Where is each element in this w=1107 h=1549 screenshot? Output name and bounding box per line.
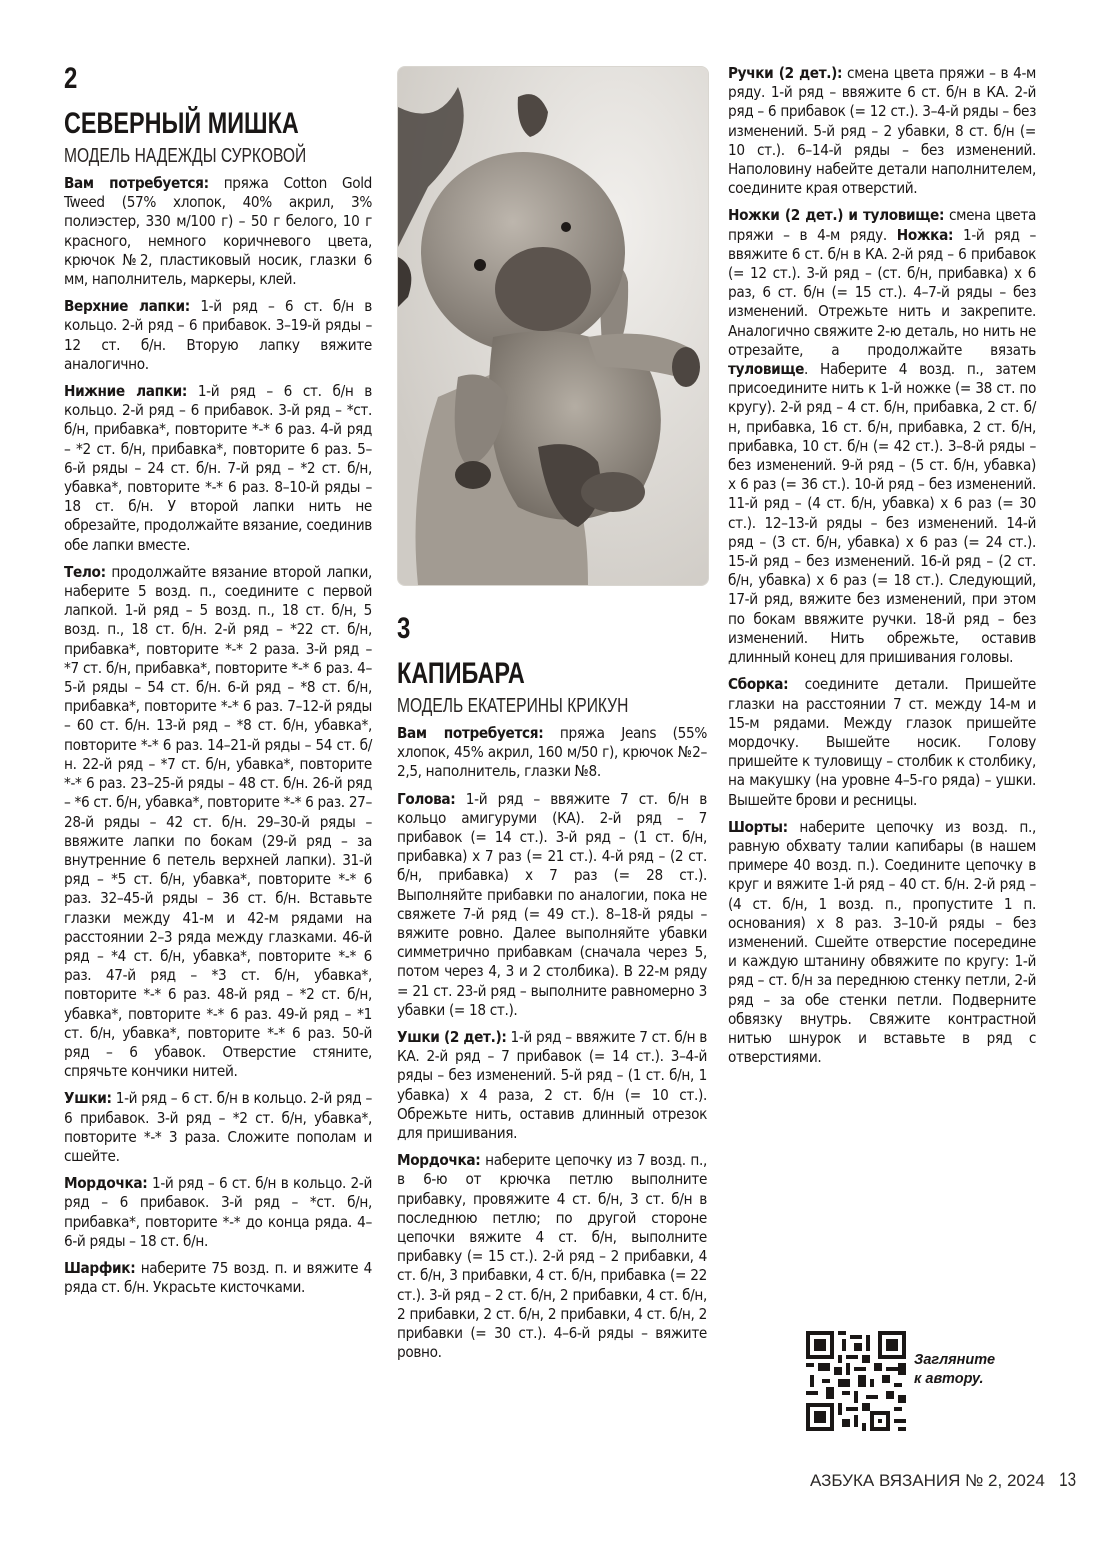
arms-paragraph: Ручки (2 дет.): смена цвета пряжи – в 4-м ряду. 1-й ряд – ввяжите 6 ст. б/н в КА. 2-й ряд – 6 прибавок (= 12 ст.). 3–4-й ряды – без изменений. 5-й ряд – 2 убавки, 8 ст. б/н (= 10 ст.). 6–14-й ряды – без изменений. Наполовину набейте детали наполнителем, соедините края отверстий. <box>728 64 1036 198</box>
upper-paws-paragraph: Верхние лапки: 1-й ряд – 6 ст. б/н в кольцо. 2-й ряд – 6 прибавок. 3–19-й ряды – 12 ст. б/н. Вторую лапку вяжите аналогично. <box>64 297 372 373</box>
legs-body-paragraph: Ножки (2 дет.) и туловище: смена цвета пряжи – в 4-м ряду. Ножка: 1-й ряд – ввяжите 6 ст. б/н в КА. 2-й ряд – 6 прибавок (= 12 ст.). 3-й ряд – (ст. б/н, прибавка) х 6 раз, 6 ст. б/н (= 15 ст.). 4–7-й ряды – без изменений. Отрежьте нить и закрепите. Аналогично свяжите 2-ю деталь, но нить не отрезайте, а продолжайте вязать туловище. Наберите 4 возд. п., затем присоедините нить к 1-й ножке (= 38 ст. по кругу). 2-й ряд – 4 ст. б/н, прибавка, 2 ст. б/н, прибавка, 16 ст. б/н, прибавка, 2 ст. б/н, прибавка, 10 ст. б/н (= 42 ст.). 3–8-й ряды – без изменений. 9-й ряд – (5 ст. б/н, убавка) х 6 раз (= 36 ст.). 10-й ряд – без изменений. 11-й ряд – (4 ст. б/н, убавка) х 6 раз (= 30 ст.). 12–13-й ряды – без изменений. 14-й ряд – (3 ст. б/н, убавка) х 6 раз (= 24 ст.). 15-й ряд – без изменений. 16-й ряд – (2 ст. б/н, убавка) х 6 раз (= 18 ст.). Следующий, 17-й ряд, вяжите без изменений, при этом по бокам ввяжите ручки. 18-й ряд – без изменений. Нить обрежьте, оставив длинный конец для пришивания головы. <box>728 206 1036 667</box>
pattern-3-column <box>397 612 707 1371</box>
pattern-author: МОДЕЛЬ ЕКАТЕРИНЫ КРИКУН <box>397 695 629 717</box>
author-qr-block[interactable] <box>806 1331 995 1431</box>
ears-paragraph: Ушки: 1-й ряд – 6 ст. б/н в кольцо. 2-й ряд – 6 прибавок. 3-й ряд – *2 ст. б/н, убавка*, повторите *-* 3 раза. Сложите пополам и сшейте. <box>64 1089 372 1165</box>
pattern-number: 3 <box>397 612 411 645</box>
head-paragraph: Голова: 1-й ряд – ввяжите 7 ст. б/н в кольцо амигуруми (КА). 2-й ряд – 7 прибавок (= 14 ст.). 3-й ряд – (1 ст. б/н, прибавка) х 7 раз (= 21 ст.). 4-й ряд – (2 ст. б/н, прибавка) х 7 раз (= 28 ст.). Выполняйте прибавки по аналогии, пока не свяжете 7-й ряд (= 49 ст.). 8–18-й ряды – вяжите ровно. Далее выполняйте убавки симметрично прибавкам (сначала через 5, потом через 4, 3 и 2 столбика). В 22-м ряду = 21 ст. 23-й ряд – выполните равномерно 3 убавки (= 18 ст.). <box>397 789 707 1019</box>
materials-paragraph: Вам потребуется: пряжа Jeans (55% хлопок, 45% акрил, 160 м/50 г), крючок №2–2,5, наполнитель, глазки №8. <box>397 724 707 781</box>
magazine-issue: АЗБУКА ВЯЗАНИЯ № 2, 2024 <box>810 1471 1045 1490</box>
qr-code-icon[interactable] <box>806 1331 906 1431</box>
qr-caption: Загляните к автору. <box>914 1352 996 1387</box>
pattern-number: 2 <box>64 62 78 95</box>
shorts-paragraph: Шорты: наберите цепочку из возд. п., равную обхвату талии капибары (в нашем примере 40 возд. п.). Соедините цепочку в круг и вяжите 1-й ряд – 40 ст. б/н. 2-й ряд – (4 ст. б/н, 1 возд. п., пропустите 1 п. основания) х 8 раз. 3–10-й ряды – без изменений. Сшейте отверстие посередине и каждую штанину обвяжите по кругу: 1-й ряд – ст. б/н за переднюю стенку петли, 2-й ряд – за обе стенки петли. Подверните обвязку внутрь. Свяжите контрастной нитью шнурок и вставьте в ряд с отверстиями. <box>728 817 1036 1067</box>
lower-paws-paragraph: Нижние лапки: 1-й ряд – 6 ст. б/н в кольцо. 2-й ряд – 6 прибавок. 3-й ряд – *ст. б/н, прибавка*, повторите *-* 6 раз. 4-й ряд – *2 ст. б/н, прибавка*, повторите 6 раз. 5–6-й ряды – 24 ст. б/н. 7-й ряд – *2 ст. б/н, убавка*, повторите *-* 6 раз. 8–10-й ряды – 18 ст. б/н. У второй лапки нить не обрезайте, продолжайте вязание, соединив обе лапки вместе. <box>64 382 372 554</box>
pattern-title: СЕВЕРНЫЙ МИШКА <box>64 107 299 140</box>
scarf-paragraph: Шарфик: наберите 75 возд. п. и вяжите 4 ряда ст. б/н. Украсьте кисточками. <box>64 1258 372 1297</box>
ears-paragraph: Ушки (2 дет.): 1-й ряд – ввяжите 7 ст. б/н в КА. 2-й ряд – 7 прибавок (= 14 ст.). 3–4-й ряды – без изменений. 5-й ряд – (1 ст. б/н, 1 убавка) х 4 раза, 2 ст. б/н (= 10 ст.). Обрежьте нить, оставив длинный отрезок для пришивания. <box>397 1028 707 1143</box>
page-number: 13 <box>1058 1470 1076 1491</box>
pattern-3-continued-column <box>728 64 1036 1075</box>
amigurumi-capybara-image <box>398 67 708 585</box>
pattern-title: КАПИБАРА <box>397 657 525 690</box>
materials-paragraph: Вам потребуется: пряжа Cotton Gold Tweed (57% хлопок, 40% акрил, 3% полиэстер, 330 м/100 г) – 50 г белого, 10 г красного, немного коричневого цвета, крючок №2, пластиковый носик, глазки 6 мм, наполнитель, маркеры, клей. <box>64 174 372 289</box>
capybara-photo <box>397 66 709 586</box>
pattern-2-column <box>64 62 372 1305</box>
assembly-paragraph: Сборка: соедините детали. Пришейте глазки на расстоянии 7 ст. между 14-м и 15-м рядами. Между глазок пришейте мордочку. Вышейте носик. Голову пришейте к туловищу – столбик к столбику, на макушку (на уровне 4–5-го ряда) – ушки. Вышейте брови и ресницы. <box>728 675 1036 809</box>
pattern-author: МОДЕЛЬ НАДЕЖДЫ СУРКОВОЙ <box>64 145 307 167</box>
body-paragraph: Тело: продолжайте вязание второй лапки, наберите 5 возд. п., соедините с первой лапкой. 1-й ряд – 5 возд. п., 18 ст. б/н, 5 возд. п., 18 ст. б/н. 2-й ряд – *22 ст. б/н, прибавка*, повторите *-* 2 раза. 3-й ряд – *7 ст. б/н, прибавка*, повторите *-* 6 раз. 4–5-й ряды – 54 ст. б/н. 6-й ряд – *8 ст. б/н, прибавка*, повторите *-* 6 раз. 7–12-й ряды – 60 ст. б/н. 13-й ряд – *8 ст. б/н, убавка*, повторите *-* 6 раз. 14–21-й ряды – 54 ст. б/н. 22-й ряд – *7 ст. б/н, убавка*, повторите *-* 6 раз. 23–25-й ряды – 48 ст. б/н. 26-й ряд – *6 ст. б/н, убавка*, повторите *-* 6 раз. 27–28-й ряды – 42 ст. б/н. 29–30-й ряды – ввяжите лапки по бокам (29-й ряд – за внутренние 6 петель верхней лапки). 31-й ряд – *5 ст. б/н, убавка*, повторите *-* 6 раз. 32–45-й ряды – 36 ст. б/н. Вставьте глазки между 41-м и 42-м рядами на расстоянии 2–3 ряда между глазками. 46-й ряд – *4 ст. б/н, убавка*, повторите *-* 6 раз. 47-й ряд – *3 ст. б/н, убавка*, повторите *-* 6 раз. 48-й ряд – *2 ст. б/н, убавка*, повторите *-* 6 раз. 49-й ряд – *1 ст. б/н, убавка*, повторите *-* 6 раз. 50-й ряд – 6 убавок. Отверстие стяните, спрячьте кончики нитей. <box>64 562 372 1081</box>
muzzle-paragraph: Мордочка: наберите цепочку из 7 возд. п., в 6-ю от крючка петлю выполните прибавку, провяжите 4 ст. б/н, 3 ст. б/н в последнюю петлю; по другой стороне цепочки вяжите 4 ст. б/н, выполните прибавку (= 15 ст.). 2-й ряд – 2 прибавки, 4 ст. б/н, 3 прибавки, 4 ст. б/н, прибавка (= 22 ст.). 3-й ряд – 2 ст. б/н, 2 прибавки, 4 ст. б/н, 2 прибавки, 2 ст. б/н, 2 прибавки, 4 ст. б/н, 2 прибавки (= 30 ст.). 4–6-й ряды – вяжите ровно. <box>397 1151 707 1362</box>
muzzle-paragraph: Мордочка: 1-й ряд – 6 ст. б/н в кольцо. 2-й ряд – 6 прибавок. 3-й ряд – *ст. б/н, прибавка*, повторите *-* до конца ряда. 4–6-й ряды – 18 ст. б/н. <box>64 1174 372 1250</box>
page-footer <box>810 1470 1078 1492</box>
